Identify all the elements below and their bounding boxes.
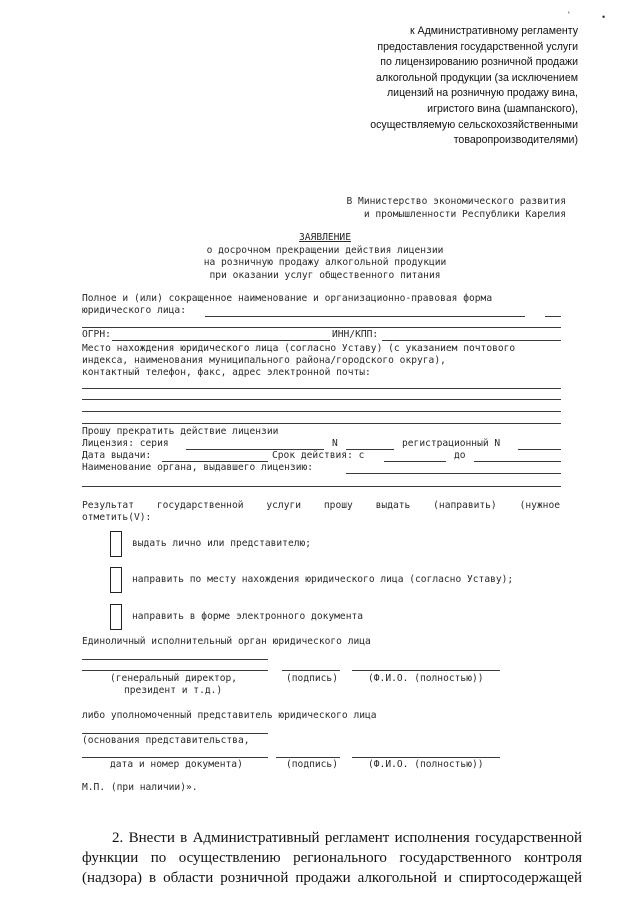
addressee-block bbox=[347, 196, 567, 221]
appendix-line: осуществляемую сельскохозяйственными bbox=[370, 118, 578, 131]
subtitle-line: на розничную продажу алкогольной продукции bbox=[203, 257, 447, 269]
position-field[interactable] bbox=[82, 670, 268, 671]
license-series-label: Лицензия: серия bbox=[82, 438, 169, 449]
appendix-line: по лицензированию розничной продажи bbox=[380, 56, 578, 69]
appendix-line: игристого вина (шампанского), bbox=[427, 102, 578, 115]
rep-fio-caption: (Ф.И.О. (полностью)) bbox=[368, 759, 484, 770]
appendix-line: товаропроизводителями) bbox=[453, 134, 578, 147]
entity-name-label: Полное и (или) сокращенное наименование и организационно-правовая форма bbox=[82, 293, 493, 304]
issuing-body-field[interactable] bbox=[346, 473, 561, 474]
document-title: ЗАЯВЛЕНИЕ bbox=[299, 232, 351, 243]
option-location-label: направить по месту нахождения юридического лица (согласно Уставу); bbox=[132, 574, 514, 585]
validity-from-field[interactable] bbox=[384, 461, 446, 462]
amendment-paragraph bbox=[82, 828, 582, 888]
basis-caption: (основания представительства, bbox=[82, 735, 250, 746]
rep-fio-field[interactable] bbox=[352, 757, 500, 758]
entity-name-field-2[interactable] bbox=[82, 327, 561, 328]
entity-name-field[interactable] bbox=[205, 316, 525, 317]
document-title-block bbox=[0, 232, 640, 282]
location-field-3[interactable] bbox=[82, 411, 561, 412]
result-label: Результат государственной услуги прошу выдать (направить) (нужное bbox=[82, 500, 560, 511]
signature-caption: (подпись) bbox=[286, 673, 338, 684]
result-label-2: отметить(V): bbox=[82, 512, 152, 523]
location-label-2: индекса, наименования муниципального района/городского округа), bbox=[82, 355, 446, 366]
option-electronic-checkbox[interactable] bbox=[110, 604, 122, 630]
inn-kpp-field[interactable] bbox=[382, 340, 561, 341]
basis-caption-2: дата и номер документа) bbox=[110, 759, 243, 770]
executive-body-label: Единоличный исполнительный орган юридического лица bbox=[82, 636, 371, 647]
reg-number-label: регистрационный N bbox=[402, 438, 501, 449]
issuing-body-label: Наименование органа, выдавшего лицензию: bbox=[82, 462, 314, 473]
validity-to-label: до bbox=[454, 450, 466, 461]
stamp-label: М.П. (при наличии)». bbox=[82, 782, 198, 793]
amendment-line: (надзора) в области розничной продажи алкогольной и спиртосодержащей bbox=[82, 870, 582, 886]
executive-field-1[interactable] bbox=[82, 659, 268, 660]
option-location-checkbox[interactable] bbox=[110, 567, 122, 593]
license-number-label: N bbox=[332, 438, 338, 449]
amendment-line: функции по осуществлению регионального государственного контроля bbox=[82, 850, 582, 866]
option-personal-label: выдать лично или представителю; bbox=[132, 538, 312, 549]
inn-kpp-label: ИНН/КПП: bbox=[332, 329, 379, 340]
amendment-line: 2. Внести в Административный регламент исполнения государственной bbox=[112, 830, 582, 846]
location-label-3: контактный телефон, факс, адрес электронной почты: bbox=[82, 367, 371, 378]
appendix-line: алкогольной продукции (за исключением bbox=[376, 71, 578, 84]
representative-label: либо уполномоченный представитель юридического лица bbox=[82, 710, 377, 721]
signature-field[interactable] bbox=[282, 670, 340, 671]
reg-number-field[interactable] bbox=[518, 449, 561, 450]
location-label: Место нахождения юридического лица (согласно Уставу) (с указанием почтового bbox=[82, 343, 516, 354]
basis-field-2[interactable] bbox=[82, 757, 268, 758]
appendix-line: предоставления государственной услуги bbox=[377, 40, 578, 53]
location-field-1[interactable] bbox=[82, 388, 561, 389]
entity-name-label-2: юридического лица: bbox=[82, 305, 186, 316]
subtitle-line: при оказании услуг общественного питания bbox=[209, 269, 441, 281]
appendix-header bbox=[348, 24, 578, 149]
location-field-2[interactable] bbox=[82, 399, 561, 400]
appendix-line: к Административному регламенту bbox=[409, 25, 578, 37]
appendix-line: лицензий на розничную продажу вина, bbox=[387, 87, 578, 100]
request-label: Прошу прекратить действие лицензии bbox=[82, 426, 279, 437]
fio-field[interactable] bbox=[352, 670, 500, 671]
position-caption-2: президент и т.д.) bbox=[124, 685, 223, 696]
option-electronic-label: направить в форме электронного документа bbox=[132, 611, 364, 622]
basis-field[interactable] bbox=[82, 733, 268, 734]
entity-name-field-end bbox=[545, 316, 561, 317]
ogrn-label: ОГРН: bbox=[82, 329, 111, 340]
issue-date-label: Дата выдачи: bbox=[82, 450, 152, 461]
option-personal-checkbox[interactable] bbox=[110, 531, 122, 557]
location-field-4[interactable] bbox=[82, 423, 561, 424]
rep-signature-caption: (подпись) bbox=[286, 759, 338, 770]
addressee-line: В Министерство экономического развития bbox=[346, 196, 566, 207]
ogrn-field[interactable] bbox=[112, 340, 330, 341]
position-caption: (генеральный директор, bbox=[110, 673, 238, 684]
corner-mark: ' bbox=[568, 10, 570, 20]
fio-caption: (Ф.И.О. (полностью)) bbox=[368, 673, 484, 684]
corner-dot: • bbox=[602, 12, 606, 22]
validity-to-field[interactable] bbox=[474, 461, 561, 462]
validity-label: Срок действия: с bbox=[272, 450, 365, 461]
rep-signature-field[interactable] bbox=[276, 757, 340, 758]
issuing-body-field-2[interactable] bbox=[82, 486, 561, 487]
subtitle-line: о досрочном прекращении действия лицензии bbox=[206, 244, 444, 256]
addressee-line: и промышленности Республики Карелия bbox=[363, 208, 566, 220]
